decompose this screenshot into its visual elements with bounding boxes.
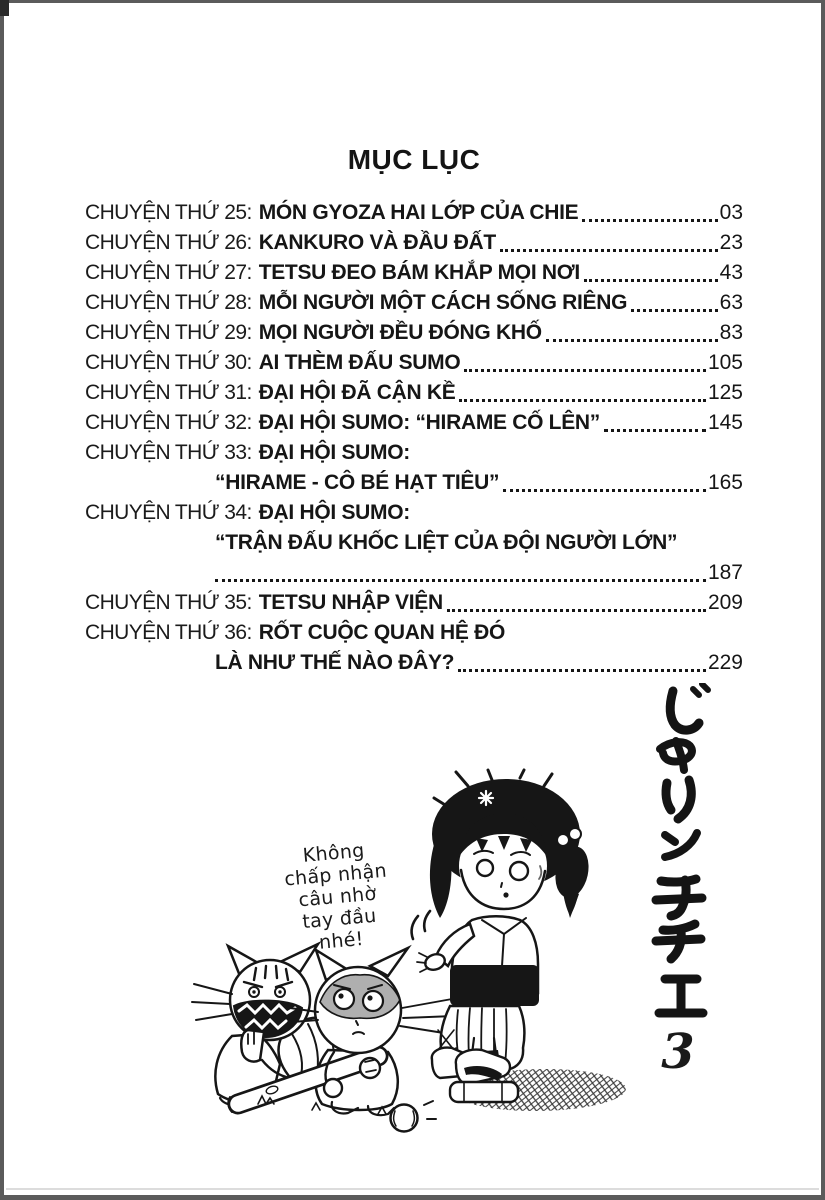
chapter-title: TETSU NHẬP VIỆN	[258, 591, 443, 614]
chapter-label: CHUYỆN THỨ 26:	[85, 231, 252, 254]
chapter-title: RỐT CUỘC QUAN HỆ ĐÓ	[258, 621, 505, 644]
chapter-label: CHUYỆN THỨ 28:	[85, 291, 252, 314]
chapter-title: ĐẠI HỘI ĐÃ CẬN KỀ	[258, 381, 456, 404]
chapter-label: CHUYỆN THỨ 36:	[85, 621, 252, 644]
chapter-label: CHUYỆN THỨ 35:	[85, 591, 252, 614]
chapter-title: ĐẠI HỘI SUMO: “HIRAME CỐ LÊN”	[258, 411, 600, 434]
speech-line: tay đầu	[301, 904, 378, 934]
scan-edge-left	[0, 0, 4, 1200]
dot-leader	[458, 669, 706, 672]
chapter-label: CHUYỆN THỨ 33:	[85, 441, 252, 464]
page-number: 63	[719, 291, 743, 314]
speech-note	[246, 835, 430, 960]
chapter-subtitle: “HIRAME - CÔ BÉ HẠT TIÊU”	[215, 471, 500, 494]
dot-leader	[604, 429, 706, 432]
series-title-vertical-art	[640, 683, 720, 1023]
chapter-title: ĐẠI HỘI SUMO:	[258, 441, 410, 464]
toc-entry-28	[85, 288, 743, 318]
toc-entry-36-line2	[85, 648, 743, 678]
page-number: 125	[707, 381, 743, 404]
page-number: 83	[719, 321, 743, 344]
speech-line: chấp nhận	[283, 859, 388, 891]
scan-corner-notch	[0, 0, 9, 16]
page-number: 23	[719, 231, 743, 254]
toc-entry-29	[85, 318, 743, 348]
dot-leader	[503, 489, 706, 492]
manga-illustration	[120, 768, 660, 1168]
page-number: 03	[719, 201, 743, 224]
page-number: 209	[707, 591, 743, 614]
chapter-label: CHUYỆN THỨ 29:	[85, 321, 252, 344]
chapter-title: ĐẠI HỘI SUMO:	[258, 501, 410, 524]
dot-leader	[546, 339, 718, 342]
speech-line: câu nhờ	[297, 882, 378, 912]
toc-entry-30	[85, 348, 743, 378]
dot-leader	[459, 399, 706, 402]
chapter-label: CHUYỆN THỨ 27:	[85, 261, 252, 284]
volume-number: 3	[661, 1024, 695, 1080]
toc-entry-25	[85, 198, 743, 228]
dot-leader	[582, 219, 717, 222]
toc-entry-33-line1	[85, 438, 743, 468]
scan-bottom-rule	[6, 1188, 819, 1190]
baseball-illustration	[391, 1101, 437, 1132]
page-number: 43	[719, 261, 743, 284]
chapter-label: CHUYỆN THỨ 30:	[85, 351, 252, 374]
toc-entry-32	[85, 408, 743, 438]
chapter-title: MÓN GYOZA HAI LỚP CỦA CHIE	[258, 201, 579, 224]
chapter-label: CHUYỆN THỨ 25:	[85, 201, 252, 224]
dot-leader	[631, 309, 717, 312]
speech-line: Không	[301, 839, 366, 867]
toc-entry-34-line3	[85, 558, 743, 588]
chapter-label: CHUYỆN THỨ 34:	[85, 501, 252, 524]
table-of-contents	[85, 198, 743, 678]
page-number: 145	[707, 411, 743, 434]
scan-edge-top	[0, 0, 825, 3]
toc-entry-33-line2	[85, 468, 743, 498]
chapter-subtitle: LÀ NHƯ THẾ NÀO ĐÂY?	[215, 651, 455, 674]
chapter-title: MỖI NGƯỜI MỘT CÁCH SỐNG RIÊNG	[258, 291, 628, 314]
page-title: MỤC LỤC	[347, 144, 481, 175]
chapter-title: KANKURO VÀ ĐẦU ĐẤT	[258, 231, 496, 254]
toc-entry-34-line2	[85, 528, 743, 558]
chapter-title: MỌI NGƯỜI ĐỀU ĐÓNG KHỐ	[258, 321, 542, 344]
dot-leader	[464, 369, 706, 372]
chapter-label: CHUYỆN THỨ 31:	[85, 381, 252, 404]
page-number: 229	[707, 651, 743, 674]
page-number: 165	[707, 471, 743, 494]
toc-entry-35	[85, 588, 743, 618]
chapter-title: AI THÈM ĐẤU SUMO	[258, 351, 461, 374]
chapter-subtitle: “TRẬN ĐẤU KHỐC LIỆT CỦA ĐỘI NGƯỜI LỚN”	[215, 531, 678, 554]
chie-illustration	[412, 770, 593, 1102]
toc-entry-34-line1	[85, 498, 743, 528]
toc-entry-31	[85, 378, 743, 408]
dot-leader	[500, 249, 718, 252]
toc-entry-26	[85, 228, 743, 258]
dot-leader	[447, 609, 706, 612]
toc-entry-36-line1	[85, 618, 743, 648]
page-number: 187	[707, 561, 743, 584]
chapter-label: CHUYỆN THỨ 32:	[85, 411, 252, 434]
dot-leader	[584, 279, 718, 282]
page-number: 105	[707, 351, 743, 374]
scan-edge-bottom	[0, 1195, 825, 1200]
toc-entry-27	[85, 258, 743, 288]
dot-leader	[215, 579, 706, 582]
chapter-title: TETSU ĐEO BÁM KHẮP MỌI NƠI	[258, 261, 580, 284]
scan-edge-right	[821, 0, 825, 1200]
speech-line: nhé!	[318, 927, 365, 954]
